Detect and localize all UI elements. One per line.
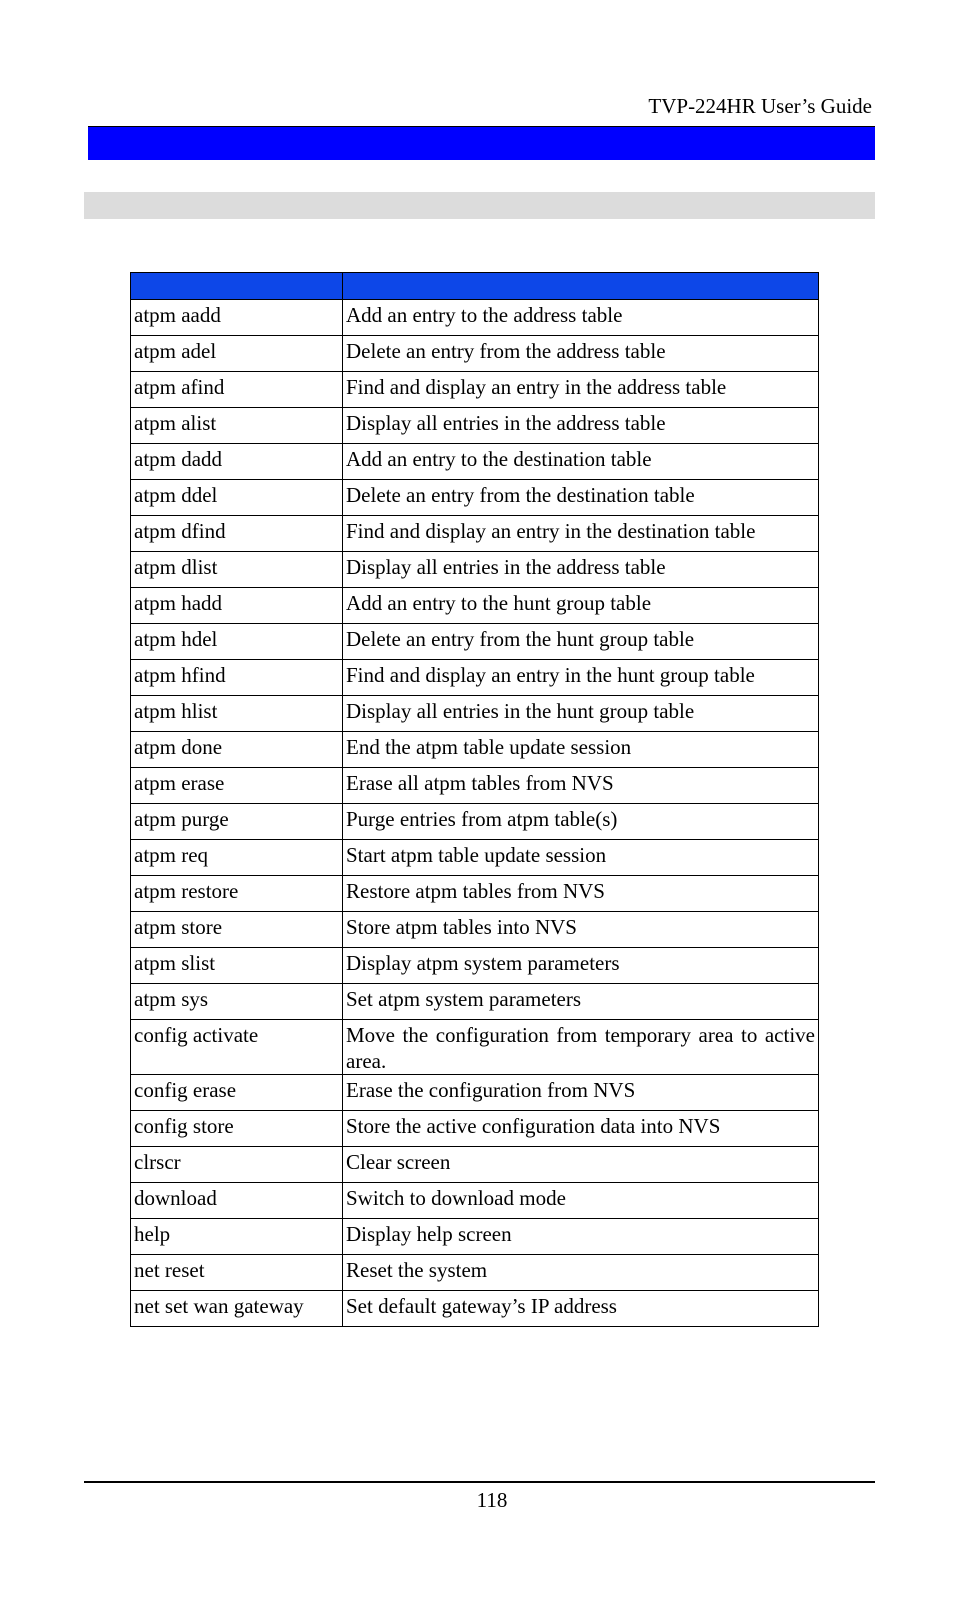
page-number: 118 [476,1488,508,1512]
description-cell: Reset the system [343,1255,819,1291]
table-row [131,1183,819,1219]
table-header-row [131,273,819,300]
description-cell: Delete an entry from the address table [343,336,819,372]
table-row [131,912,819,948]
command-cell: net reset [131,1255,343,1291]
command-cell: atpm slist [131,948,343,984]
description-cell: Erase all atpm tables from NVS [343,768,819,804]
table-row [131,660,819,696]
table-row [131,1020,819,1075]
command-cell: atpm afind [131,372,343,408]
description-cell: Delete an entry from the destination table [343,480,819,516]
description-cell: Start atpm table update session [343,840,819,876]
description-cell: Store atpm tables into NVS [343,912,819,948]
running-header-title: TVP-224HR User’s Guide [648,94,872,118]
table-row [131,1147,819,1183]
command-cell: atpm req [131,840,343,876]
description-cell: Display all entries in the address table [343,552,819,588]
command-cell: atpm alist [131,408,343,444]
command-cell: atpm dfind [131,516,343,552]
table-row [131,588,819,624]
description-cell: Add an entry to the destination table [343,444,819,480]
table-row [131,732,819,768]
description-cell: Display all entries in the address table [343,408,819,444]
table-row [131,804,819,840]
description-cell: Purge entries from atpm table(s) [343,804,819,840]
table-header-command [131,273,343,300]
section-heading-bar [84,192,875,219]
description-cell: Switch to download mode [343,1183,819,1219]
table-row [131,876,819,912]
table-row [131,480,819,516]
command-cell: download [131,1183,343,1219]
command-cell: clrscr [131,1147,343,1183]
command-cell: atpm hdel [131,624,343,660]
table-row [131,696,819,732]
command-cell: atpm dadd [131,444,343,480]
table-row [131,1291,819,1327]
chapter-heading-bar [88,126,875,160]
table-row [131,516,819,552]
table-body [131,300,819,1327]
command-cell: atpm hlist [131,696,343,732]
command-cell: config store [131,1111,343,1147]
command-cell: atpm sys [131,984,343,1020]
table-row [131,300,819,336]
description-cell: Set atpm system parameters [343,984,819,1020]
command-cell: net set wan gateway [131,1291,343,1327]
command-cell: atpm store [131,912,343,948]
table-row [131,1111,819,1147]
command-cell: atpm done [131,732,343,768]
table-header-description [343,273,819,300]
footer-divider [84,1481,875,1483]
description-cell: Clear screen [343,1147,819,1183]
description-cell: Find and display an entry in the address table [343,372,819,408]
command-cell: config activate [131,1020,343,1075]
command-cell: help [131,1219,343,1255]
command-table [130,272,819,1327]
command-cell: atpm dlist [131,552,343,588]
description-cell: Move the configuration from temporary area to active area. [343,1020,819,1075]
description-cell: Display all entries in the hunt group table [343,696,819,732]
table-row [131,1219,819,1255]
table-row [131,1075,819,1111]
description-cell: Find and display an entry in the destination table [343,516,819,552]
description-cell: Display atpm system parameters [343,948,819,984]
table-row [131,948,819,984]
description-cell: Add an entry to the address table [343,300,819,336]
table-row [131,408,819,444]
table-row [131,840,819,876]
description-cell: Erase the configuration from NVS [343,1075,819,1111]
description-cell: Set default gateway’s IP address [343,1291,819,1327]
command-cell: atpm aadd [131,300,343,336]
command-cell: atpm erase [131,768,343,804]
table-row [131,1255,819,1291]
description-cell: Find and display an entry in the hunt group table [343,660,819,696]
command-cell: atpm purge [131,804,343,840]
command-cell: atpm adel [131,336,343,372]
table-row [131,336,819,372]
table-row [131,768,819,804]
table-row [131,624,819,660]
command-cell: config erase [131,1075,343,1111]
command-cell: atpm restore [131,876,343,912]
table-row [131,552,819,588]
description-cell: Store the active configuration data into NVS [343,1111,819,1147]
table-row [131,372,819,408]
description-cell: Display help screen [343,1219,819,1255]
command-cell: atpm hadd [131,588,343,624]
description-cell: Restore atpm tables from NVS [343,876,819,912]
command-cell: atpm ddel [131,480,343,516]
description-cell: Add an entry to the hunt group table [343,588,819,624]
table-row [131,444,819,480]
command-cell: atpm hfind [131,660,343,696]
table-row [131,984,819,1020]
description-cell: End the atpm table update session [343,732,819,768]
description-cell: Delete an entry from the hunt group table [343,624,819,660]
